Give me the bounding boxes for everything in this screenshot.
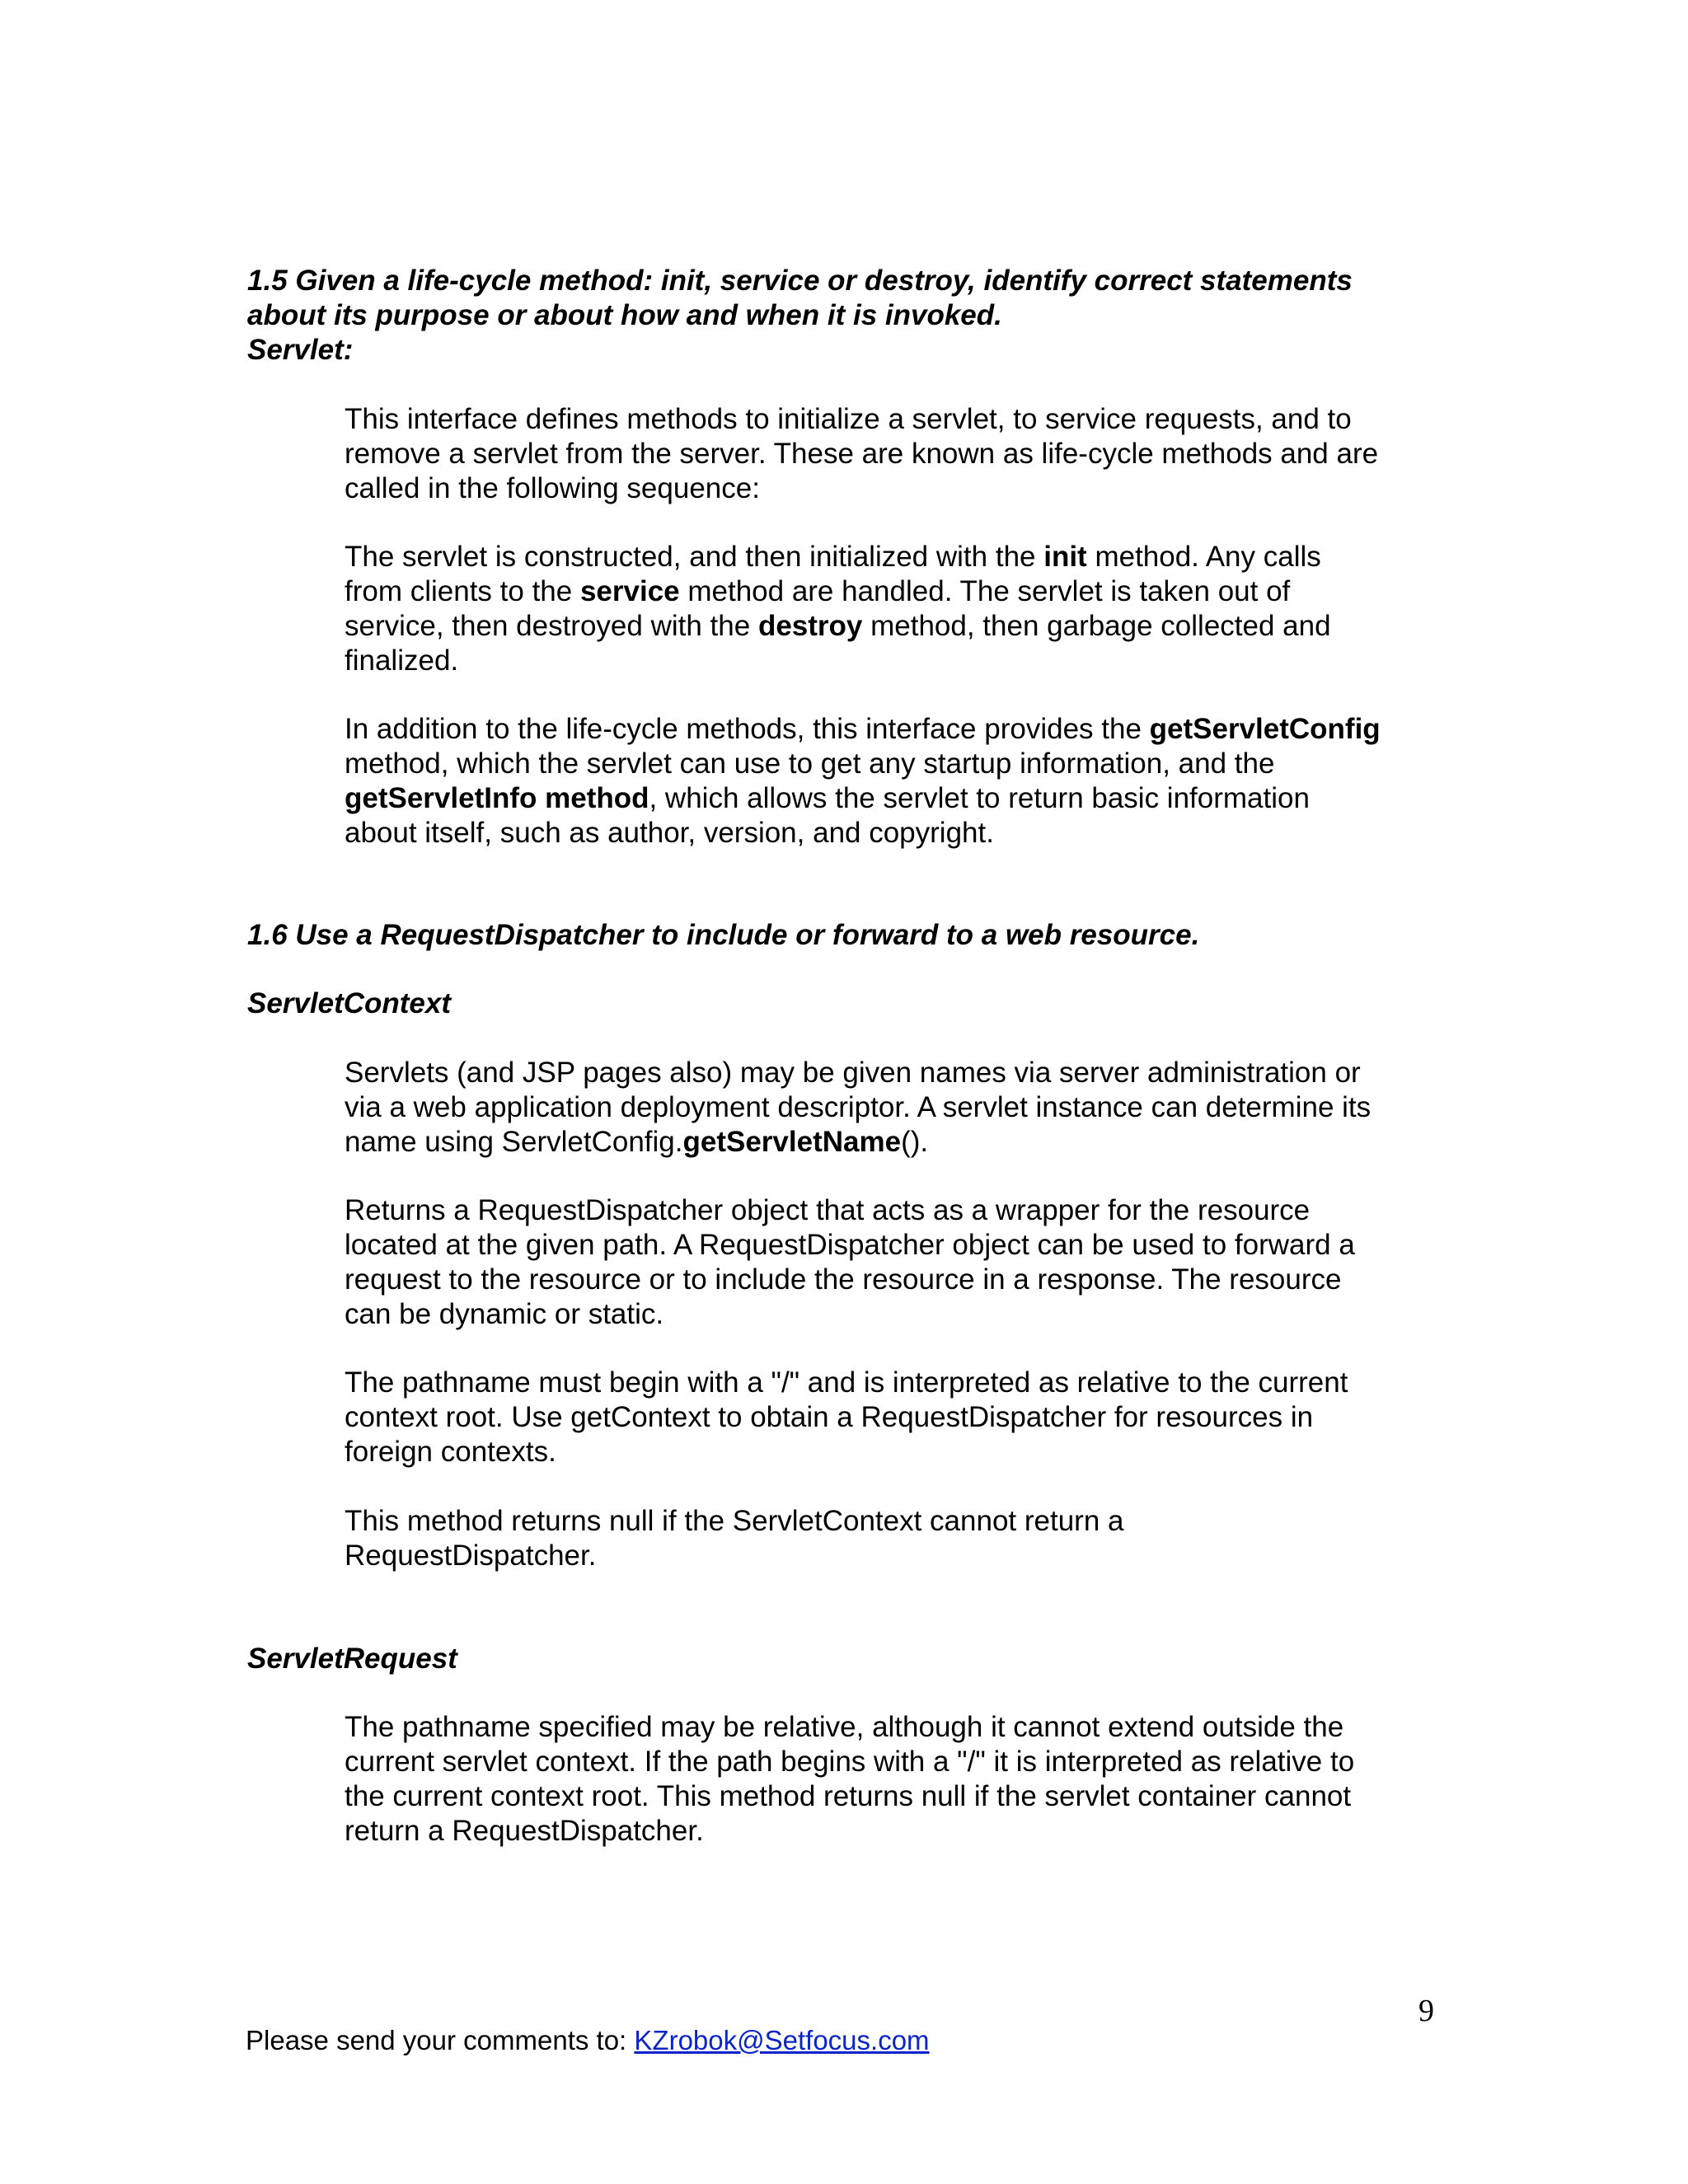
- paragraph-line: from clients to the service method are handled. The servlet is taken out of: [345, 575, 1291, 607]
- heading-line: 1.6 Use a RequestDispatcher to include or forward to a web resource.: [247, 919, 1200, 951]
- paragraph-line: The pathname must begin with a "/" and is interpreted as relative to the current: [345, 1366, 1348, 1399]
- paragraph-line: This method returns null if the ServletContext cannot return a: [345, 1505, 1124, 1537]
- paragraph-line: finalized.: [345, 644, 459, 677]
- paragraph-line: foreign contexts.: [345, 1436, 556, 1468]
- servlet-context-paragraph-2: [345, 1193, 1465, 1332]
- paragraph-line: name using ServletConfig.getServletName().: [345, 1126, 929, 1158]
- paragraph-line: This interface defines methods to initialize a servlet, to service requests, and to: [345, 403, 1352, 435]
- paragraph-line: Returns a RequestDispatcher object that acts as a wrapper for the resource: [345, 1194, 1311, 1226]
- paragraph-line: remove a servlet from the server. These are known as life-cycle methods and are: [345, 438, 1379, 470]
- service-keyword: service: [579, 575, 680, 607]
- paragraph-line: return a RequestDispatcher.: [345, 1815, 704, 1847]
- init-keyword: init: [1043, 541, 1087, 573]
- paragraph-line: about itself, such as author, version, and copyright.: [345, 817, 994, 849]
- paragraph-line: Servlets (and JSP pages also) may be given names via server administration or: [345, 1057, 1361, 1089]
- paragraph-line: current servlet context. If the path begins with a "/" it is interpreted as relative to: [345, 1746, 1355, 1778]
- get-servlet-config-keyword: getServletConfig: [1149, 713, 1381, 745]
- servlet-paragraph-1: [345, 402, 1465, 506]
- get-servlet-name-keyword: getServletName: [682, 1126, 902, 1158]
- paragraph-line: can be dynamic or static.: [345, 1298, 664, 1330]
- footer-label: Please send your comments to:: [246, 2025, 635, 2055]
- paragraph-line: getServletInfo method, which allows the servlet to return basic information: [345, 782, 1310, 814]
- paragraph-line: called in the following sequence:: [345, 472, 760, 504]
- paragraph-line: The pathname specified may be relative, although it cannot extend outside the: [345, 1711, 1344, 1743]
- paragraph-line: In addition to the life-cycle methods, this interface provides the getServletConfig: [345, 713, 1381, 745]
- footer: [246, 2024, 930, 2057]
- servlet-context-subheading: ServletContext: [247, 987, 452, 1019]
- servlet-subheading: Servlet:: [247, 334, 354, 366]
- heading-line: 1.5 Given a life-cycle method: init, service or destroy, identify correct statements: [247, 265, 1353, 297]
- paragraph-line: service, then destroyed with the destroy method, then garbage collected and: [345, 610, 1331, 642]
- servlet-context-paragraph-4: [345, 1504, 1465, 1573]
- servlet-request-paragraph: [345, 1710, 1465, 1849]
- paragraph-line: method, which the servlet can use to get any startup information, and the: [345, 748, 1275, 780]
- paragraph-line: the current context root. This method returns null if the servlet container cannot: [345, 1780, 1352, 1812]
- servlet-context-paragraph-3: [345, 1366, 1465, 1469]
- paragraph-line: RequestDispatcher.: [345, 1540, 597, 1572]
- paragraph-line: located at the given path. A RequestDispatcher object can be used to forward a: [345, 1229, 1355, 1261]
- footer-email-link[interactable]: KZrobok@Setfocus.com: [634, 2025, 930, 2055]
- paragraph-line: context root. Use getContext to obtain a RequestDispatcher for resources in: [345, 1401, 1314, 1433]
- heading-line: about its purpose or about how and when it is invoked.: [247, 299, 1002, 331]
- destroy-keyword: destroy: [757, 610, 863, 642]
- servlet-paragraph-3: [345, 712, 1465, 851]
- page-number: 9: [1418, 1994, 1434, 2028]
- get-servlet-info-keyword: getServletInfo method: [345, 782, 649, 814]
- paragraph-line: The servlet is constructed, and then initialized with the init method. Any calls: [345, 541, 1321, 573]
- section-1-5-heading: [247, 264, 1451, 368]
- servlet-request-subheading: ServletRequest: [247, 1643, 457, 1675]
- paragraph-line: via a web application deployment descriptor. A servlet instance can determine its: [345, 1091, 1372, 1123]
- servlet-context-paragraph-1: [345, 1056, 1465, 1160]
- paragraph-line: request to the resource or to include the resource in a response. The resource: [345, 1263, 1342, 1296]
- section-1-6-heading: [247, 918, 1451, 953]
- servlet-paragraph-2: [345, 540, 1465, 678]
